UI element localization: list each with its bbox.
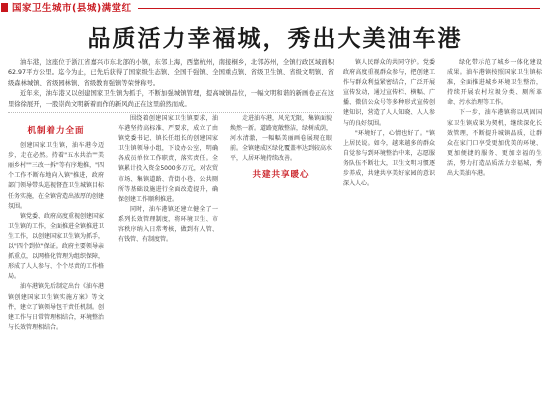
subhead-mechanism: 机制着力全面 [27,126,85,136]
body-paragraph: 创建国家卫生镇，油车港今迈步，走在必然。持着"五水共治""美丽乡村""三改一拆"等有序地推，"四个工作不断布地向入镇"推进，政府部门领导带头巡视督查卫生城镇目标任务实施，在全镇营造出浓厚的创建氛围。 [8,142,105,210]
body-paragraph: 同时，油车港镇还建立健全了一系列长效管理制度，将环境卫生、市容秩序纳入日常考核，做到有人管、有钱管、有制度管。 [118,205,218,244]
intro-paragraph: 油车港，这座位于浙江省嘉兴市东北部的小镇，东邻上海，西靠杭州，南接桐乡，北邻苏州，全镇行政区域面积62.97平方公里。迄今为止，已先后获得了国家级生态镇、全国千强镇、全国重点镇、省级卫生镇、省级文明镇、省级森林城镇、省级园林镇、省级教育强镇等荣誉称号。 [8,59,334,87]
article-intro [8,58,334,110]
column-5 [447,58,542,179]
body-paragraph: 油车港镇先后制定出台《油车港镇创建国家卫生镇实施方案》等文件，建立了镇领导包干责任机制。创建工作与日常管理相结合，环境整治与长效管理相结合。 [8,283,105,331]
article-title: 品质活力幸福城，秀出大美油车港 [87,26,463,52]
column-3 [230,114,332,186]
body-paragraph: "环境好了，心情也好了。"镇上居民说。如今，越来越多的群众自觉参与到环境整治中来，志愿服务队伍不断壮大，卫生文明习惯逐步养成，共建共享美好家园的意识深入人心。 [343,129,435,188]
body-paragraph: 下一步，油车港镇将以巩固国家卫生镇成果为契机，继续深化长效管理，不断提升城镇品质，让群众在家门口享受更加优美的环境、更加便捷的服务、更加幸福的生活，努力打造品质活力幸福城，秀出大美油车港。 [447,109,542,178]
column-4 [343,58,435,189]
body-paragraph: 绿化带示范了城乡一体化建设成果。油车港镇按照国家卫生镇标准，全面推进城乡环境卫生整治，持续开展农村垃圾分类、厕所革命、污水治理等工作。 [447,59,542,107]
column-2 [118,114,218,245]
section-header [0,0,540,14]
section-label: 国家卫生城市(县城)满堂红 [12,3,132,14]
body-paragraph: 走进油车港，风光无限，集镇面貌焕然一新。道路宽敞整洁，绿树成荫，河水清澈，一幅幅美丽画卷展现在眼前。全镇建成区绿化覆盖率达到较高水平，人居环境持续改善。 [230,115,333,163]
header-rule [138,8,540,9]
body-paragraph: 围绕着创建国家卫生镇要求，油车港坚持高标准、严要求，成立了由镇党委书记、镇长任组长的创建国家卫生镇领导小组，下设办公室，明确各成员单位工作职责，落实责任。全镇累计投入资金5000多万元，对农贸市场、集镇道路、背街小巷、公共厕所等基础设施进行全面改造提升，确保创建工作顺利推进。 [118,115,218,203]
body-paragraph: 镇党委、政府高度重视创建国家卫生镇的工作，全面推进全镇推进卫生工作，以创建国家卫生镇为抓手，以"四个到位"保证。政府主要领导亲抓重点，以网格化管理为组织保障，形成了人人参与、个个尽责的工作格局。 [8,212,105,281]
section-marker-icon [1,3,8,12]
body-paragraph: 镇人民群众的共同守护。党委政府高度重视群众参与，把创建工作与群众利益紧密结合，广泛开展宣传发动，通过宣传栏、横幅、广播、微信公众号等多种形式宣传创建知识，营造了人人知晓、人人参与的良好氛围。 [343,59,435,127]
column-1 [8,120,104,333]
intro-paragraph: 近年来，油车港又以创建国家卫生镇为抓手，不断加强城镇管理，提高城镇品位，一幅文明和谐的新画卷正在这里徐徐展开，一股崇尚文明新着而作的新风尚正在这里蔚然而成。 [8,90,334,108]
subhead-shared: 共建共享暖心 [252,170,310,181]
